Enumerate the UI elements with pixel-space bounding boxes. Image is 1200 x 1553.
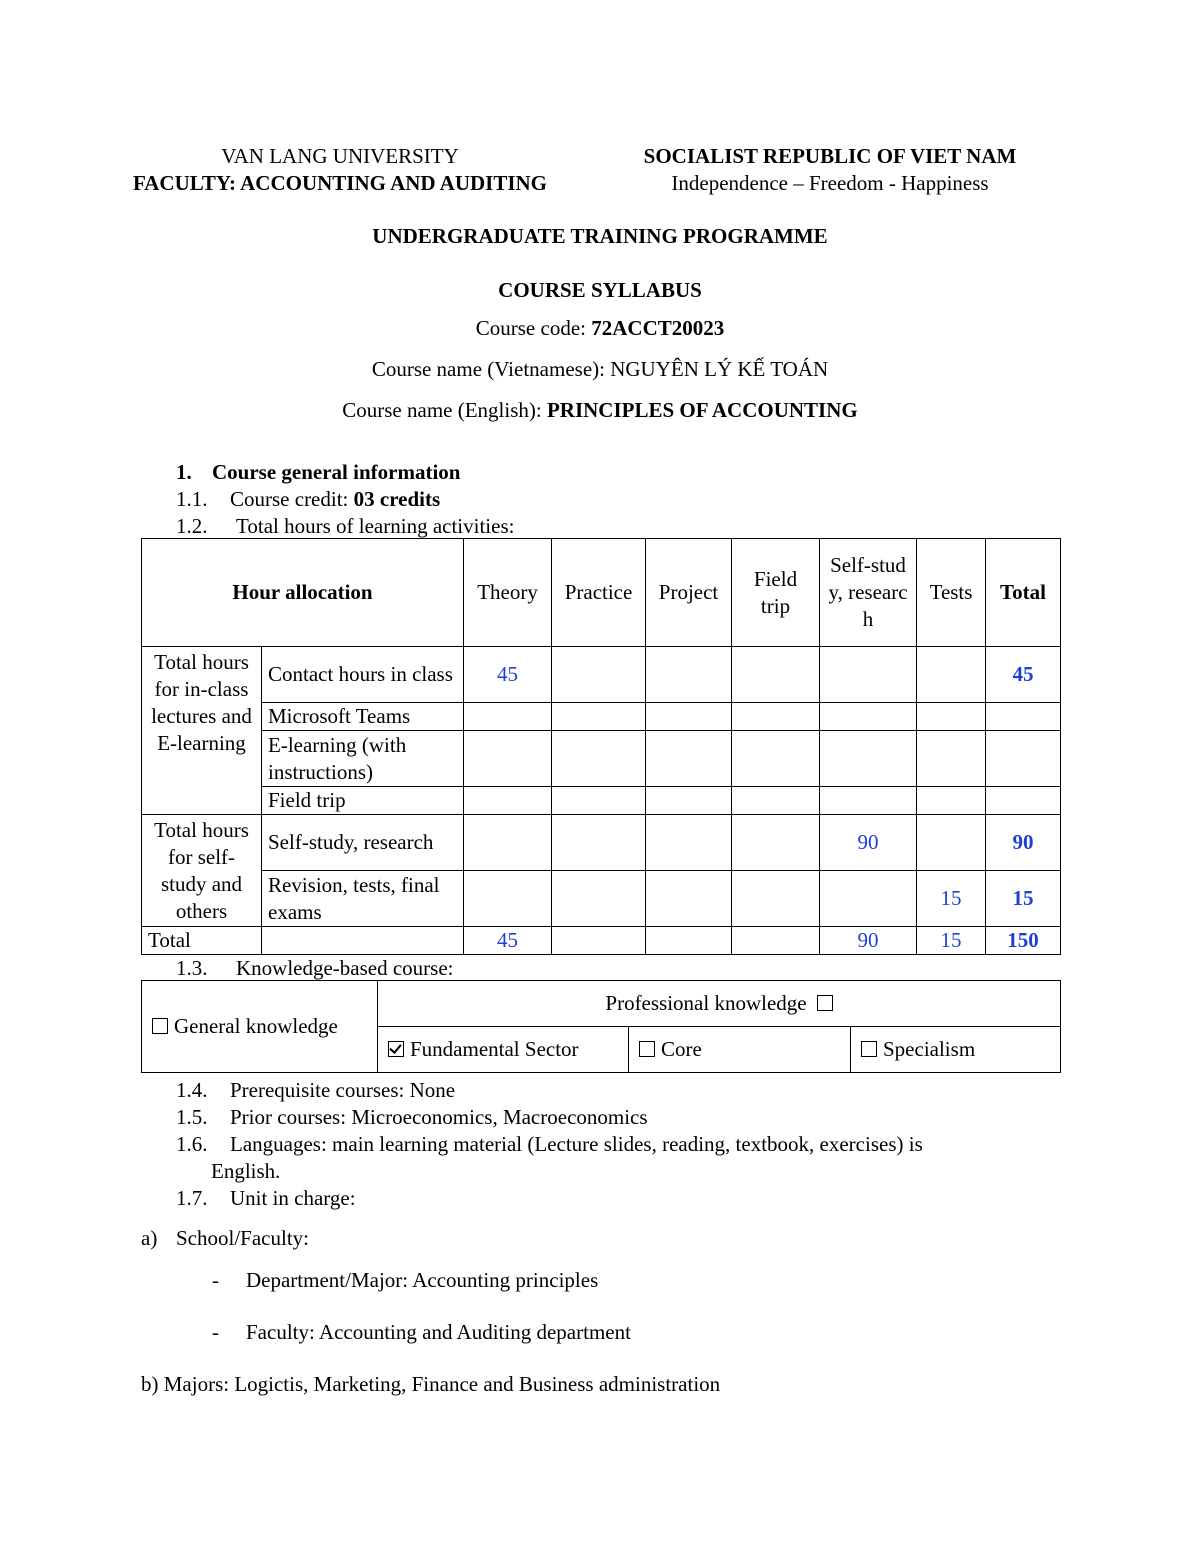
general-knowledge-checkbox[interactable] — [152, 1018, 168, 1034]
cell-field-trip — [732, 647, 820, 703]
unit-a-text: School/Faculty: — [176, 1226, 309, 1250]
item-1-6-text: Languages: main learning material (Lecture slides, reading, textbook, exercises) is — [230, 1132, 923, 1156]
cell-practice — [552, 871, 646, 927]
section-1-title: Course general information — [212, 460, 461, 484]
cell-field-trip — [732, 927, 820, 955]
section-1-heading — [176, 459, 460, 485]
item-1-3-number: 1.3. — [176, 956, 208, 980]
cell-theory — [464, 815, 552, 871]
professional-knowledge-cell — [378, 981, 1061, 1027]
hours-table-header-row — [142, 539, 1061, 647]
cell-total: 45 — [986, 647, 1061, 703]
cell-project — [646, 703, 732, 731]
cell-project — [646, 871, 732, 927]
course-code-value: 72ACCT20023 — [591, 316, 725, 340]
item-1-1 — [176, 486, 440, 512]
bullet-dash: - — [212, 1268, 219, 1292]
cell-total — [986, 787, 1061, 815]
col-head-total: Total — [986, 539, 1061, 647]
row-contact-hours — [142, 647, 1061, 703]
item-1-2 — [176, 513, 514, 539]
cell-field-trip — [732, 703, 820, 731]
col-head-self-study: Self-study, research — [820, 539, 917, 647]
cell-tests: 15 — [917, 871, 986, 927]
item-1-5 — [176, 1104, 648, 1130]
cell-theory — [464, 787, 552, 815]
faculty-name: FACULTY: ACCOUNTING AND AUDITING — [132, 171, 548, 195]
general-knowledge-label: General knowledge — [174, 1014, 338, 1038]
cell-theory — [464, 703, 552, 731]
cell-theory: 45 — [464, 927, 552, 955]
item-1-2-label: Total hours of learning activities: — [236, 514, 515, 538]
fundamental-sector-checkbox[interactable] — [388, 1041, 404, 1057]
cell-tests — [917, 703, 986, 731]
specialism-cell — [851, 1027, 1061, 1073]
general-knowledge-cell — [142, 981, 378, 1073]
item-1-3-label: Knowledge-based course: — [236, 956, 454, 980]
course-name-vn-label: Course name (Vietnamese): — [371, 357, 611, 381]
cell-project — [646, 787, 732, 815]
course-name-vn-value: NGUYÊN LÝ KẾ TOÁN — [610, 357, 829, 381]
cell-practice — [552, 647, 646, 703]
item-1-6-number: 1.6. — [176, 1132, 208, 1156]
item-1-6 — [176, 1131, 923, 1157]
cell-project — [646, 647, 732, 703]
col-head-field-trip: Field trip — [732, 539, 820, 647]
item-1-6-continued: English. — [211, 1159, 281, 1183]
cell-field-trip — [732, 815, 820, 871]
hours-table — [141, 538, 1061, 955]
motto: Independence – Freedom - Happiness — [671, 171, 989, 195]
course-code — [0, 315, 1200, 341]
cell-project — [646, 927, 732, 955]
cell-tests — [917, 787, 986, 815]
cell-self-study: 90 — [820, 815, 917, 871]
syllabus-title: COURSE SYLLABUS — [498, 278, 702, 302]
cell-practice — [552, 703, 646, 731]
item-1-4-number: 1.4. — [176, 1078, 208, 1102]
cell-tests — [917, 731, 986, 787]
professional-knowledge-checkbox[interactable] — [817, 995, 833, 1011]
row-label: Self-study, research — [262, 815, 464, 871]
university-name: VAN LANG UNIVERSITY — [221, 144, 459, 168]
cell-self-study: 90 — [820, 927, 917, 955]
col-head-tests: Tests — [917, 539, 986, 647]
item-1-7-text: Unit in charge: — [230, 1186, 356, 1210]
cell-tests — [917, 815, 986, 871]
cell-total: 90 — [986, 815, 1061, 871]
row-label: Field trip — [262, 787, 464, 815]
group-in-class: Total hours for in-class lectures and E-learning — [142, 647, 262, 815]
item-1-1-label: Course credit: — [230, 487, 354, 511]
item-1-1-number: 1.1. — [176, 487, 208, 511]
fundamental-sector-cell — [378, 1027, 629, 1073]
cell-practice — [552, 731, 646, 787]
row-label: Microsoft Teams — [262, 703, 464, 731]
cell-self-study — [820, 731, 917, 787]
row-elearning — [142, 731, 1061, 787]
item-1-4 — [176, 1077, 455, 1103]
cell-tests: 15 — [917, 927, 986, 955]
cell-blank — [262, 927, 464, 955]
cell-practice — [552, 815, 646, 871]
row-label: Total — [142, 927, 262, 955]
cell-total — [986, 703, 1061, 731]
row-self-study — [142, 815, 1061, 871]
item-1-1-value: 03 credits — [353, 487, 441, 511]
col-head-theory: Theory — [464, 539, 552, 647]
specialism-checkbox[interactable] — [861, 1041, 877, 1057]
unit-department-text: Department/Major: Accounting principles — [246, 1268, 599, 1292]
cell-total: 150 — [986, 927, 1061, 955]
professional-knowledge-label: Professional knowledge — [605, 991, 807, 1015]
cell-self-study — [820, 703, 917, 731]
row-revision — [142, 871, 1061, 927]
item-1-2-number: 1.2. — [176, 514, 208, 538]
unit-b-majors: b) Majors: Logictis, Marketing, Finance and Business administration — [141, 1372, 721, 1396]
row-label: Contact hours in class — [262, 647, 464, 703]
row-label: Revision, tests, final exams — [262, 871, 464, 927]
cell-field-trip — [732, 871, 820, 927]
course-name-en-label: Course name (English): — [342, 398, 547, 422]
cell-self-study — [820, 647, 917, 703]
course-code-label: Course code: — [475, 316, 592, 340]
knowledge-table — [141, 980, 1061, 1073]
fundamental-sector-label: Fundamental Sector — [410, 1037, 579, 1061]
course-name-en-value: PRINCIPLES OF ACCOUNTING — [546, 398, 858, 422]
row-total — [142, 927, 1061, 955]
col-head-practice: Practice — [552, 539, 646, 647]
core-label: Core — [661, 1037, 702, 1061]
cell-practice — [552, 787, 646, 815]
row-teams — [142, 703, 1061, 731]
header-left — [90, 143, 590, 197]
item-1-7-number: 1.7. — [176, 1186, 208, 1210]
bullet-dash: - — [212, 1320, 219, 1344]
item-1-4-text: Prerequisite courses: None — [230, 1078, 456, 1102]
cell-field-trip — [732, 787, 820, 815]
cell-tests — [917, 647, 986, 703]
programme-title: UNDERGRADUATE TRAINING PROGRAMME — [372, 224, 828, 248]
col-head-project: Project — [646, 539, 732, 647]
section-1-number: 1. — [176, 460, 192, 484]
cell-project — [646, 815, 732, 871]
course-name-vn — [0, 356, 1200, 382]
header-right — [600, 143, 1060, 197]
cell-theory: 45 — [464, 647, 552, 703]
cell-field-trip — [732, 731, 820, 787]
row-field-trip — [142, 787, 1061, 815]
item-1-3 — [176, 955, 454, 981]
unit-faculty-text: Faculty: Accounting and Auditing department — [246, 1320, 631, 1344]
unit-faculty — [212, 1319, 631, 1345]
item-1-5-text: Prior courses: Microeconomics, Macroeconomics — [230, 1105, 648, 1129]
core-cell — [629, 1027, 851, 1073]
cell-self-study — [820, 871, 917, 927]
unit-a-label: a) — [141, 1226, 158, 1250]
cell-project — [646, 731, 732, 787]
item-1-7 — [176, 1185, 356, 1211]
item-1-5-number: 1.5. — [176, 1105, 208, 1129]
course-name-en — [0, 397, 1200, 423]
cell-practice — [552, 927, 646, 955]
cell-total — [986, 731, 1061, 787]
unit-department — [212, 1267, 598, 1293]
cell-total: 15 — [986, 871, 1061, 927]
cell-theory — [464, 871, 552, 927]
specialism-label: Specialism — [883, 1037, 976, 1061]
group-self-study: Total hours for self-study and others — [142, 815, 262, 927]
core-checkbox[interactable] — [639, 1041, 655, 1057]
cell-theory — [464, 731, 552, 787]
col-head-allocation: Hour allocation — [142, 539, 464, 647]
unit-a — [141, 1225, 309, 1251]
row-label: E-learning (with instructions) — [262, 731, 464, 787]
country-name: SOCIALIST REPUBLIC OF VIET NAM — [643, 144, 1017, 168]
cell-self-study — [820, 787, 917, 815]
